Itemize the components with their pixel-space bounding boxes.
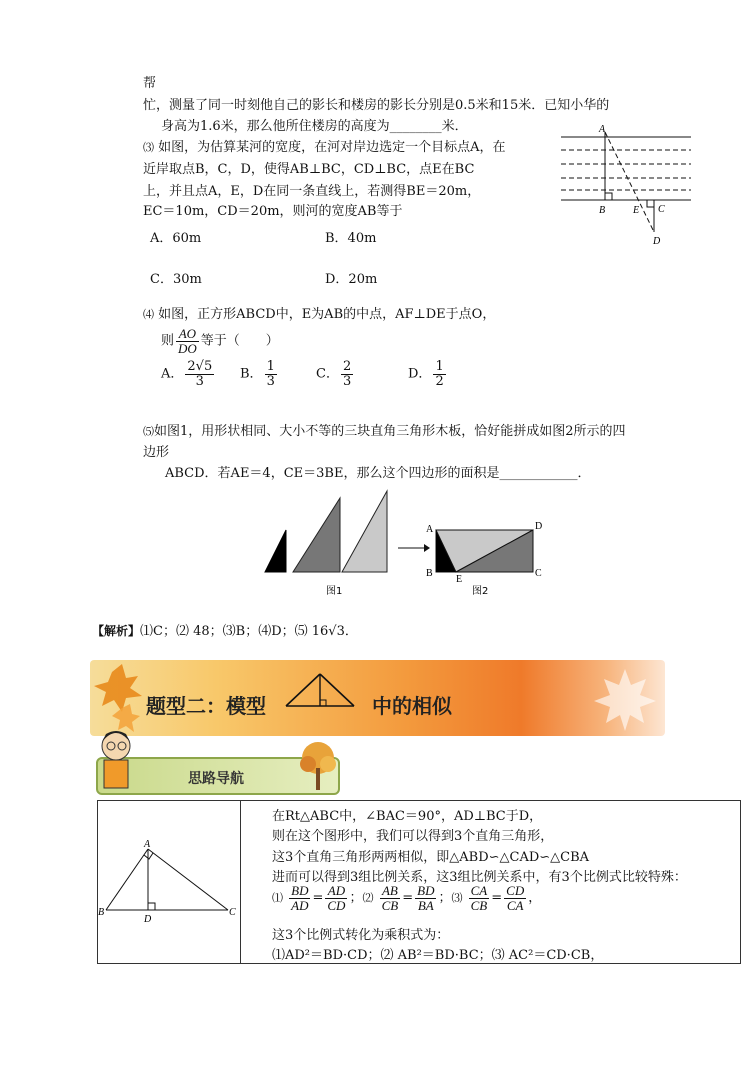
banner-title-left: 题型二：模型 bbox=[146, 694, 266, 718]
answer-line bbox=[92, 620, 358, 639]
model-triangle-icon bbox=[284, 670, 356, 710]
q4-ratio-line: 则 $\frac{AO}{DO}$ 等于（ ） bbox=[161, 326, 279, 356]
figure-2-label-b: B bbox=[426, 568, 433, 579]
answer-tag: 【解析】 bbox=[92, 624, 141, 638]
ratio-1-right: $\frac{AD}{CD}$ bbox=[327, 883, 346, 913]
figure-1-caption: 图1 bbox=[326, 586, 343, 597]
q3-option-c: C．30m bbox=[150, 272, 202, 287]
guide-line-2: 则在这个图形中，我们可以得到3个直角三角形， bbox=[272, 829, 554, 844]
q3-option-d: D．20m bbox=[325, 272, 378, 287]
river-label-b: B bbox=[599, 205, 606, 216]
q3-line2: 近岸取点B，C，D，使得AB⊥BC，CD⊥BC，点E在BC bbox=[143, 162, 475, 177]
q5-number: ⑸ bbox=[143, 426, 154, 438]
q5-line3: ABCD．若AE＝4，CE＝3BE，那么这个四边形的面积是____________． bbox=[165, 466, 591, 481]
guide-line-7: ⑴AD²＝BD·CD；⑵ AB²＝BD·BC；⑶ AC²＝CD·CB， bbox=[272, 948, 604, 963]
figure-2 bbox=[422, 516, 552, 602]
guide-line-3: 这3个直角三角形两两相似，即△ABD∽△CAD∽△CBA bbox=[272, 850, 590, 865]
river-label-e: E bbox=[633, 205, 640, 216]
q5-line2: 边形 bbox=[143, 445, 170, 460]
guide-ratios: ⑴ $\frac{BD}{AD}$ = $\frac{AD}{CD}$ ；⑵ $\frac{AB}{CB}$ = $\frac{BD}{BA}$ ；⑶ $\frac{CA}{CB}$ = $\frac{CD}{CA}$ ， bbox=[272, 883, 542, 913]
answer-text: ⑴C；⑵ 48；⑶B；⑷D；⑸ 16√3． bbox=[140, 624, 358, 639]
ratio-2-left: $\frac{AB}{CB}$ bbox=[381, 883, 399, 913]
figure-2-label-d: D bbox=[535, 521, 543, 532]
figure-2-label-c: C bbox=[535, 568, 542, 579]
guide-line-1: 在Rt△ABC中，∠BAC＝90°，AD⊥BC于D， bbox=[272, 809, 543, 824]
q2-line2: 忙，测量了同一时刻他自己的影长和楼房的影长分别是0.5米和15米．已知小华的 bbox=[143, 98, 610, 113]
q3-option-a: A．60m bbox=[150, 231, 202, 246]
maple-leaf-icon bbox=[590, 665, 660, 735]
q4-ratio-fraction: $\frac{AO}{DO}$ bbox=[178, 326, 197, 356]
triangle-label-b: B bbox=[98, 907, 105, 918]
q2-line3: 身高为1.6米，那么他所住楼房的高度为________米． bbox=[161, 119, 468, 134]
ratio-3-left: $\frac{CA}{CB}$ bbox=[470, 883, 488, 913]
q4-option-d: D． $\frac{1}{2}$ bbox=[408, 359, 444, 389]
triangle-label-d: D bbox=[144, 914, 152, 925]
river-figure bbox=[555, 120, 695, 250]
guide-label: 思路导航 bbox=[188, 771, 244, 787]
autumn-tree-icon bbox=[296, 738, 340, 794]
q4-line1: ⑷ 如图，正方形ABCD中，E为AB的中点，AF⊥DE于点O， bbox=[143, 307, 496, 322]
ratio-1-left: $\frac{BD}{AD}$ bbox=[291, 883, 309, 913]
q3-number: ⑶ bbox=[143, 142, 154, 154]
ratio-3-right: $\frac{CD}{CA}$ bbox=[506, 883, 525, 913]
guide-line-6: 这3个比例式转化为乘积式为： bbox=[272, 928, 450, 943]
guide-box-divider bbox=[240, 800, 241, 963]
river-label-a: A bbox=[599, 124, 606, 135]
figure-2-caption: 图2 bbox=[472, 586, 489, 597]
q4-option-b: B． $\frac{1}{3}$ bbox=[240, 359, 275, 389]
triangle-label-a: A bbox=[144, 839, 151, 850]
figure-2-label-e: E bbox=[456, 574, 463, 585]
q5-line1: ⑸如图1，用形状相同、大小不等的三块直角三角形木板，恰好能拼成如图2所示的四 bbox=[143, 424, 626, 439]
q4-option-a: A． $\frac{2√5}{3}$ bbox=[161, 359, 213, 389]
river-label-d: D bbox=[653, 236, 661, 247]
q3-line3: 上，并且点A，E，D在同一条直线上，若测得BE＝20m， bbox=[143, 184, 481, 199]
cartoon-avatar bbox=[92, 726, 142, 796]
guide-line-4: 进而可以得到3组比例关系，这3组比例关系中，有3个比例式比较特殊： bbox=[272, 870, 687, 885]
ratio-2-right: $\frac{BD}{BA}$ bbox=[417, 883, 435, 913]
figure-2-label-a: A bbox=[426, 524, 434, 535]
q3-text-line1: ⑶ 如图，为估算某河的宽度，在河对岸边选定一个目标点A，在 bbox=[143, 140, 506, 155]
q3-option-b: B．40m bbox=[325, 231, 377, 246]
banner-title-right: 中的相似 bbox=[372, 694, 452, 718]
q4-option-c: C． $\frac{2}{3}$ bbox=[316, 359, 352, 389]
triangle-label-c: C bbox=[229, 907, 236, 918]
q3-line4: EC＝10m，CD＝20m，则河的宽度AB等于 bbox=[143, 204, 403, 219]
q2-line1: 帮 bbox=[143, 76, 157, 91]
leaf-icon bbox=[92, 662, 152, 734]
q4-number: ⑷ bbox=[143, 309, 154, 321]
river-label-c: C bbox=[658, 204, 665, 215]
right-triangle-figure bbox=[98, 835, 238, 925]
figure-1 bbox=[258, 488, 398, 600]
